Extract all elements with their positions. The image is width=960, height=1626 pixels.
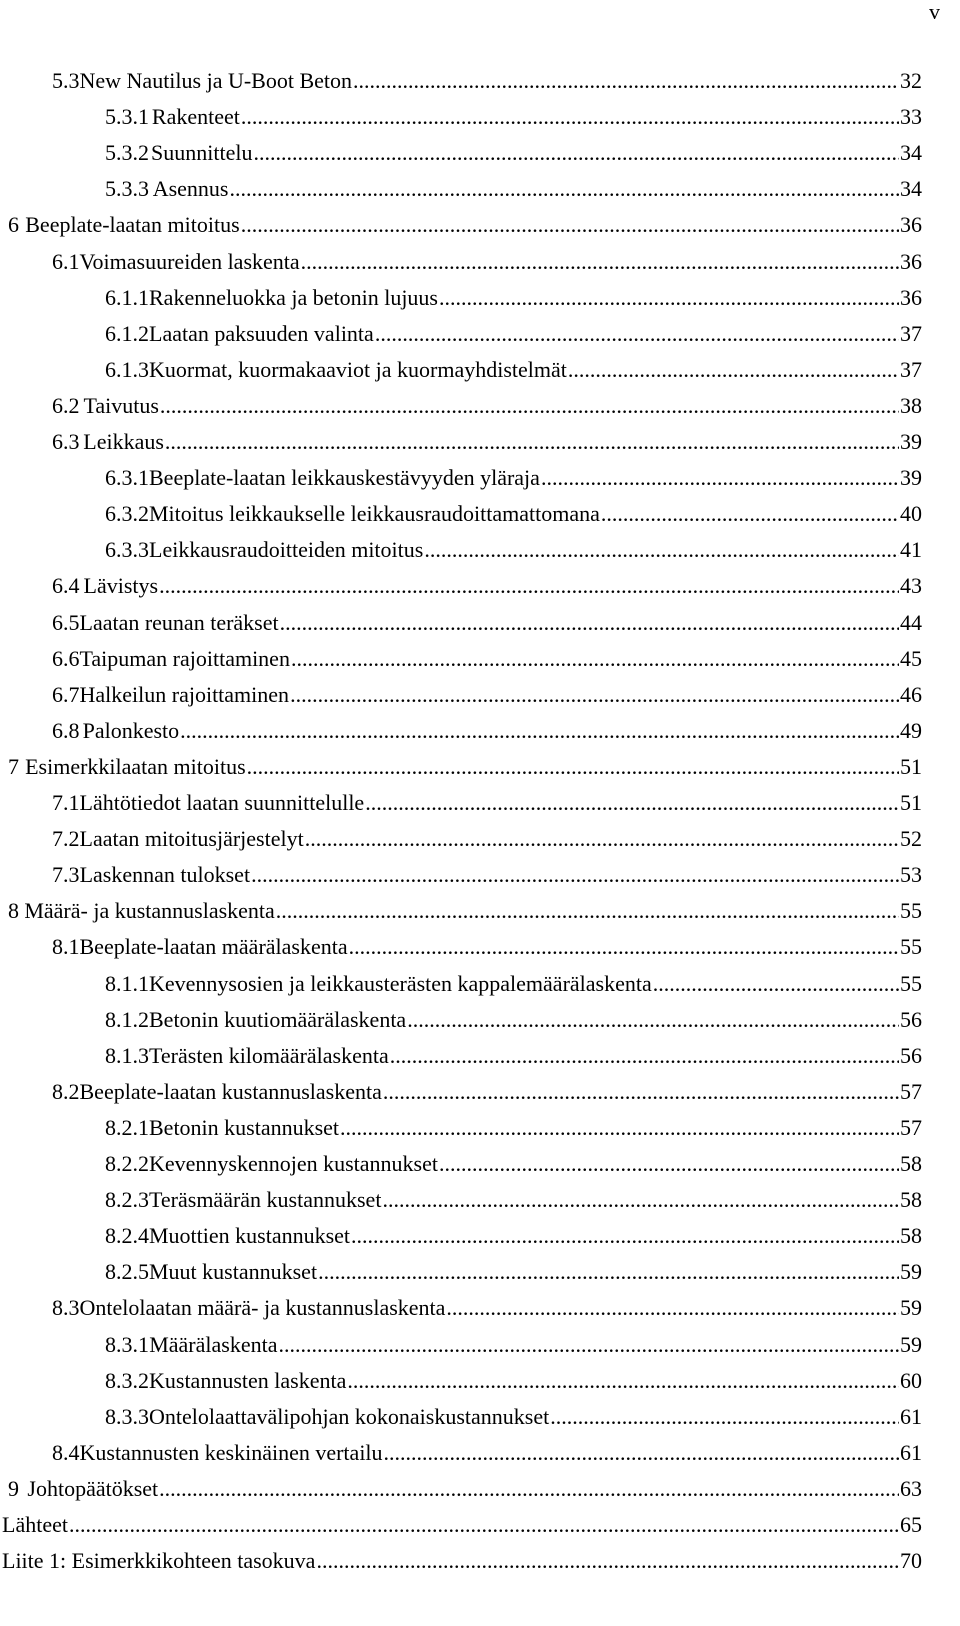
dot-leader bbox=[601, 499, 899, 529]
dot-leader bbox=[290, 680, 899, 710]
toc-entry-number: 5.3.2 bbox=[105, 140, 149, 166]
toc-entry[interactable] bbox=[105, 102, 922, 132]
toc-entry[interactable] bbox=[105, 138, 922, 168]
toc-entry[interactable] bbox=[105, 355, 922, 385]
toc-entry-title: Kevennyskennojen kustannukset bbox=[149, 1151, 438, 1176]
dot-leader bbox=[568, 355, 899, 385]
toc-entry[interactable] bbox=[52, 1077, 922, 1107]
toc-entry-page: 70 bbox=[900, 1548, 922, 1574]
dot-leader bbox=[407, 1005, 899, 1035]
toc-entry-number: 8.1 bbox=[52, 934, 80, 960]
toc-entry[interactable] bbox=[105, 319, 922, 349]
toc-entry-title: Betonin kustannukset bbox=[149, 1114, 340, 1140]
toc-entry-title: Muut kustannukset bbox=[149, 1259, 318, 1285]
toc-entry-title: Ontelolaattavälipohjan kokonaiskustannukset bbox=[149, 1403, 550, 1429]
toc-entry[interactable] bbox=[105, 1185, 922, 1215]
toc-entry-page: 56 bbox=[900, 1042, 922, 1068]
toc-entry[interactable] bbox=[105, 283, 922, 313]
toc-entry[interactable] bbox=[52, 66, 922, 96]
toc-entry-page: 59 bbox=[900, 1295, 922, 1321]
toc-entry-title: Lähtötiedot laatan suunnittelulle bbox=[79, 790, 365, 815]
toc-entry-number: 8.4 bbox=[52, 1439, 80, 1465]
toc-entry[interactable] bbox=[2, 1510, 922, 1540]
toc-entry-page: 63 bbox=[900, 1475, 922, 1501]
toc-entry-page: 37 bbox=[900, 320, 922, 346]
dot-leader bbox=[180, 716, 899, 746]
toc-entry-title: Laatan mitoitusjärjestelyt bbox=[79, 826, 304, 852]
toc-entry-title: Betonin kuutiomäärälaskenta bbox=[149, 1006, 407, 1032]
toc-entry-title: Määrälaskenta bbox=[149, 1331, 278, 1357]
toc-entry-title: Beeplate-laatan määrälaskenta bbox=[79, 934, 348, 960]
dot-leader bbox=[390, 1041, 899, 1071]
toc-entry[interactable] bbox=[8, 1474, 922, 1504]
toc-entry-number: 7.1 bbox=[52, 790, 80, 815]
toc-entry[interactable] bbox=[52, 788, 922, 818]
toc-entry-number: 8.3.2 bbox=[105, 1367, 149, 1393]
toc-entry-number: 5.3 bbox=[52, 68, 80, 93]
toc-entry-title: Leikkausraudoitteiden mitoitus bbox=[149, 537, 424, 563]
toc-entry[interactable] bbox=[105, 1221, 922, 1251]
toc-entry[interactable] bbox=[52, 824, 922, 854]
toc-entry-title: Kevennysosien ja leikkausterästen kappalemäärälaskenta bbox=[149, 970, 652, 996]
toc-entry[interactable] bbox=[52, 571, 922, 601]
toc-entry-page: 36 bbox=[900, 248, 922, 274]
dot-leader bbox=[340, 1113, 899, 1143]
toc-entry[interactable] bbox=[52, 391, 922, 421]
dot-leader bbox=[229, 174, 899, 204]
toc-entry-page: 45 bbox=[900, 645, 922, 671]
toc-entry-page: 58 bbox=[900, 1187, 922, 1213]
toc-entry-page: 40 bbox=[900, 501, 922, 527]
toc-entry-page: 58 bbox=[900, 1151, 922, 1176]
dot-leader bbox=[384, 1438, 899, 1468]
toc-entry[interactable] bbox=[52, 716, 922, 746]
toc-entry-number: 6.5 bbox=[52, 609, 80, 635]
toc-entry[interactable] bbox=[52, 1438, 922, 1468]
toc-entry-title: Beeplate-laatan mitoitus bbox=[25, 212, 240, 238]
toc-entry-number: 5.3.3 bbox=[105, 176, 149, 202]
dot-leader bbox=[278, 1330, 899, 1360]
toc-entry-page: 36 bbox=[900, 212, 922, 238]
toc-entry-number: 6.1 bbox=[52, 248, 80, 274]
toc-entry-number: 6.3.2 bbox=[105, 501, 149, 527]
toc-entry-page: 33 bbox=[900, 104, 922, 130]
toc-entry[interactable] bbox=[105, 969, 922, 999]
dot-leader bbox=[375, 319, 899, 349]
toc-entry[interactable] bbox=[52, 860, 922, 890]
toc-entry-number: 6.1.3 bbox=[105, 356, 149, 382]
toc-entry-page: 37 bbox=[900, 356, 922, 382]
toc-entry-page: 39 bbox=[900, 465, 922, 491]
toc-entry[interactable] bbox=[52, 1293, 922, 1323]
toc-entry-number: 8.2 bbox=[52, 1078, 80, 1104]
toc-entry-page: 55 bbox=[900, 898, 922, 924]
toc-entry-title: Taipuman rajoittaminen bbox=[79, 645, 290, 671]
toc-entry-number: 8.1.2 bbox=[105, 1006, 149, 1032]
dot-leader bbox=[653, 969, 899, 999]
toc-entry-number: 7 bbox=[8, 753, 19, 779]
toc-entry[interactable] bbox=[105, 1257, 922, 1287]
toc-entry-title: Lähteet bbox=[2, 1512, 68, 1537]
toc-entry-title: Lävistys bbox=[83, 573, 159, 599]
toc-entry-page: 32 bbox=[900, 68, 922, 93]
toc-entry-number: 6.8 bbox=[52, 717, 80, 743]
toc-entry-page: 59 bbox=[900, 1259, 922, 1285]
toc-entry-number: 9 bbox=[8, 1475, 19, 1501]
toc-entry-title: Laatan reunan teräkset bbox=[79, 609, 279, 635]
toc-entry-title: Kuormat, kuormakaaviot ja kuormayhdistelmät bbox=[149, 356, 567, 382]
toc-entry-title: Mitoitus leikkaukselle leikkausraudoittamattomana bbox=[149, 501, 600, 527]
toc-entry-page: 55 bbox=[900, 934, 922, 960]
toc-entry-page: 59 bbox=[900, 1331, 922, 1357]
toc-entry-page: 53 bbox=[900, 862, 922, 888]
toc-entry-page: 51 bbox=[900, 790, 922, 815]
toc-entry-title: Leikkaus bbox=[83, 429, 164, 454]
toc-entry[interactable] bbox=[105, 1005, 922, 1035]
toc-entry-title: New Nautilus ja U-Boot Beton bbox=[79, 68, 353, 93]
toc-entry-title: Johtopäätökset bbox=[27, 1475, 159, 1501]
dot-leader bbox=[159, 1474, 899, 1504]
toc-entry[interactable] bbox=[105, 463, 922, 493]
toc-entry-page: 61 bbox=[900, 1439, 922, 1465]
toc-entry-page: 58 bbox=[900, 1223, 922, 1249]
toc-entry-page: 43 bbox=[900, 573, 922, 599]
dot-leader bbox=[159, 571, 899, 601]
toc-entry-page: 39 bbox=[900, 429, 922, 454]
toc-entry[interactable] bbox=[8, 752, 922, 782]
dot-leader bbox=[301, 247, 899, 277]
toc-entry-title: Esimerkkilaatan mitoitus bbox=[25, 753, 246, 779]
toc-entry-title: Laatan paksuuden valinta bbox=[149, 320, 374, 346]
dot-leader bbox=[305, 824, 899, 854]
dot-leader bbox=[541, 463, 899, 493]
toc-entry-number: 6.7 bbox=[52, 681, 80, 707]
dot-leader bbox=[349, 932, 899, 962]
toc-entry-number: 8.3.1 bbox=[105, 1331, 149, 1357]
toc-entry-page: 57 bbox=[900, 1114, 922, 1140]
dot-leader bbox=[439, 283, 899, 313]
dot-leader bbox=[353, 66, 899, 96]
toc-entry-title: Määrä- ja kustannuslaskenta bbox=[24, 898, 275, 924]
toc-entry-page: 57 bbox=[900, 1078, 922, 1104]
dot-leader bbox=[160, 391, 899, 421]
toc-entry-number: 6.1.2 bbox=[105, 320, 149, 346]
dot-leader bbox=[382, 1185, 899, 1215]
dot-leader bbox=[276, 896, 899, 926]
toc-entry[interactable] bbox=[105, 535, 922, 565]
dot-leader bbox=[550, 1402, 899, 1432]
toc-entry-title: Suunnittelu bbox=[151, 140, 253, 166]
toc-entry-title: Beeplate-laatan kustannuslaskenta bbox=[79, 1078, 382, 1104]
toc-entry-number: 6.1.1 bbox=[105, 284, 149, 310]
toc-entry-title: Rakenteet bbox=[151, 104, 240, 130]
dot-leader bbox=[291, 644, 899, 674]
toc-entry[interactable] bbox=[52, 427, 922, 457]
dot-leader bbox=[365, 788, 899, 818]
toc-entry-page: 38 bbox=[900, 392, 922, 418]
toc-entry-number: 6.3.3 bbox=[105, 537, 149, 563]
toc-entry-page: 36 bbox=[900, 284, 922, 310]
dot-leader bbox=[351, 1221, 899, 1251]
toc-entry-title: Liite 1: Esimerkkikohteen tasokuva bbox=[2, 1548, 316, 1574]
toc-entry-number: 8.1.3 bbox=[105, 1042, 149, 1068]
dot-leader bbox=[251, 860, 899, 890]
toc-entry[interactable] bbox=[105, 1366, 922, 1396]
toc-entry-title: Beeplate-laatan leikkauskestävyyden yläraja bbox=[149, 465, 540, 491]
toc-entry-number: 6 bbox=[8, 212, 19, 238]
dot-leader bbox=[383, 1077, 899, 1107]
toc-entry-page: 52 bbox=[900, 826, 922, 852]
toc-entry-page: 34 bbox=[900, 140, 922, 166]
dot-leader bbox=[446, 1293, 899, 1323]
toc-entry[interactable] bbox=[8, 210, 922, 240]
toc-entry[interactable] bbox=[52, 644, 922, 674]
toc-entry-page: 49 bbox=[900, 717, 922, 743]
toc-entry-page: 41 bbox=[900, 537, 922, 563]
toc-entry-title: Ontelolaatan määrä- ja kustannuslaskenta bbox=[79, 1295, 446, 1321]
toc-entry-page: 44 bbox=[900, 609, 922, 635]
toc-entry-page: 61 bbox=[900, 1403, 922, 1429]
toc-entry-number: 8.2.3 bbox=[105, 1187, 149, 1213]
toc-entry-number: 5.3.1 bbox=[105, 104, 149, 130]
toc-entry[interactable] bbox=[2, 1546, 922, 1576]
toc-entry[interactable] bbox=[105, 174, 922, 204]
toc-entry[interactable] bbox=[105, 1149, 922, 1179]
toc-entry-number: 6.3 bbox=[52, 429, 80, 454]
dot-leader bbox=[69, 1510, 899, 1540]
dot-leader bbox=[247, 752, 899, 782]
toc-entry-number: 8.2.4 bbox=[105, 1223, 149, 1249]
dot-leader bbox=[439, 1149, 899, 1179]
toc-entry[interactable] bbox=[105, 1113, 922, 1143]
dot-leader bbox=[241, 102, 899, 132]
dot-leader bbox=[347, 1366, 899, 1396]
toc-entry-number: 7.3 bbox=[52, 862, 80, 888]
toc-entry-page: 56 bbox=[900, 1006, 922, 1032]
dot-leader bbox=[316, 1546, 899, 1576]
toc-entry-title: Laskennan tulokset bbox=[79, 862, 251, 888]
toc-entry[interactable] bbox=[105, 1041, 922, 1071]
toc-entry-title: Rakenneluokka ja betonin lujuus bbox=[149, 284, 438, 310]
toc-entry-title: Teräsmäärän kustannukset bbox=[149, 1187, 382, 1213]
toc-entry-title: Kustannusten keskinäinen vertailu bbox=[79, 1439, 383, 1465]
dot-leader bbox=[241, 210, 899, 240]
toc-entry-page: 51 bbox=[900, 753, 922, 779]
page-number: v bbox=[929, 0, 940, 24]
toc-entry-title: Kustannusten laskenta bbox=[149, 1367, 347, 1393]
toc-entry[interactable] bbox=[8, 896, 922, 926]
toc-entry-page: 34 bbox=[900, 176, 922, 202]
dot-leader bbox=[253, 138, 899, 168]
toc-entry-page: 60 bbox=[900, 1367, 922, 1393]
toc-entry-title: Taivutus bbox=[83, 392, 159, 418]
toc-entry[interactable] bbox=[52, 608, 922, 638]
toc-entry-title: Asennus bbox=[152, 176, 229, 202]
toc-entry[interactable] bbox=[105, 499, 922, 529]
toc-entry-number: 8.2.5 bbox=[105, 1259, 149, 1285]
toc-entry-number: 8 bbox=[8, 898, 19, 924]
toc-entry-number: 8.3.3 bbox=[105, 1403, 149, 1429]
dot-leader bbox=[165, 427, 899, 457]
toc-entry-number: 8.3 bbox=[52, 1295, 80, 1321]
toc-entry-title: Halkeilun rajoittaminen bbox=[79, 681, 290, 707]
toc-entry-number: 6.3.1 bbox=[105, 465, 149, 491]
toc-entry-number: 6.2 bbox=[52, 392, 80, 418]
dot-leader bbox=[424, 535, 899, 565]
toc-entry[interactable] bbox=[52, 247, 922, 277]
toc-entry[interactable] bbox=[105, 1330, 922, 1360]
toc-entry-number: 6.4 bbox=[52, 573, 80, 599]
toc-entry-title: Muottien kustannukset bbox=[149, 1223, 351, 1249]
toc-entry-number: 8.1.1 bbox=[105, 970, 149, 996]
toc-entry[interactable] bbox=[52, 680, 922, 710]
toc-entry-title: Palonkesto bbox=[82, 717, 180, 743]
toc-entry[interactable] bbox=[52, 932, 922, 962]
toc-entry-page: 55 bbox=[900, 970, 922, 996]
toc-entry-number: 6.6 bbox=[52, 645, 80, 671]
toc-entry-page: 46 bbox=[900, 681, 922, 707]
toc-entry[interactable] bbox=[105, 1402, 922, 1432]
toc-entry-title: Terästen kilomäärälaskenta bbox=[149, 1042, 389, 1068]
toc-entry-number: 8.2.2 bbox=[105, 1151, 149, 1176]
toc-entry-number: 7.2 bbox=[52, 826, 80, 852]
toc-entry-number: 8.2.1 bbox=[105, 1114, 149, 1140]
dot-leader bbox=[280, 608, 899, 638]
toc-entry-page: 65 bbox=[900, 1512, 922, 1537]
toc-entry-title: Voimasuureiden laskenta bbox=[79, 248, 300, 274]
dot-leader bbox=[318, 1257, 899, 1287]
